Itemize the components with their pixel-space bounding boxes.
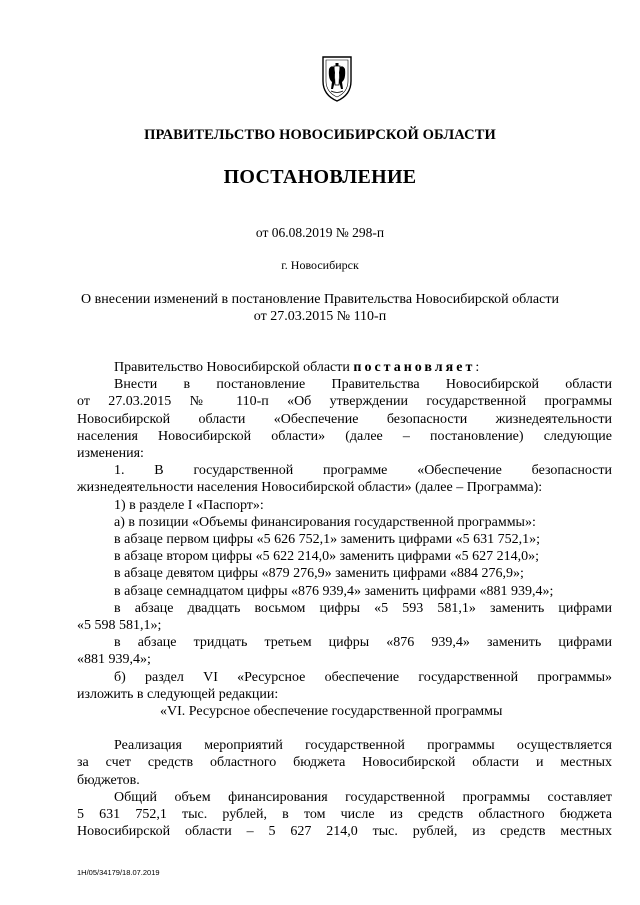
change-item-5 <box>77 600 612 634</box>
document-date-number: от 06.08.2019 № 298-п <box>255 225 385 240</box>
intro-suffix: : <box>475 360 480 375</box>
text-line: изложить в следующей редакции: <box>77 686 279 702</box>
document-subject <box>0 291 640 325</box>
text-line: Новосибирской области – 5 627 214,0 тыс. рублей, из средств местных <box>77 824 612 840</box>
text-line: бюджетов. <box>77 772 140 788</box>
document-body <box>77 359 612 840</box>
subject-line: О внесении изменений в постановление Правительства Новосибирской области <box>81 292 559 307</box>
text-line: Новосибирской области «Обеспечение безопасности жизнедеятельности <box>77 411 612 427</box>
text-line: Общий объем финансирования государственной программы составляет <box>114 789 612 805</box>
text-line: Реализация мероприятий государственной программы осуществляется <box>114 738 612 754</box>
text-line: жизнедеятельности населения Новосибирской области» (далее – Программа): <box>77 480 543 496</box>
text-line: населения Новосибирской области» (далее – постановление) следующие <box>77 428 612 444</box>
intro-paragraph <box>77 359 612 376</box>
text-line: 5 631 752,1 тыс. рублей, в том числе из средств областного бюджета <box>77 807 612 823</box>
item-1 <box>77 462 612 496</box>
quoted-section-heading: «VI. Ресурсное обеспечение государственной программы <box>160 704 503 720</box>
document-city: г. Новосибирск <box>281 258 359 272</box>
item-1-subitem-1b <box>77 669 612 703</box>
document-footer-code: 1Н/05/34179/18.07.2019 <box>77 868 160 877</box>
text-line: «5 598 581,1»; <box>77 618 162 634</box>
text-line: б) раздел VI «Ресурсное обеспечение государственной программы» <box>114 669 612 685</box>
document-type-title: ПОСТАНОВЛЕНИЕ <box>223 166 417 188</box>
paragraph-amend-decree <box>77 376 612 462</box>
text-line: от 27.03.2015 № 110-п «Об утверждении государственной программы <box>77 394 612 410</box>
text-line: в абзаце тридцать третьем цифры «876 939,4» заменить цифрами <box>114 635 612 651</box>
text-line: за счет средств областного бюджета Новосибирской области и местных <box>77 755 612 771</box>
text-line: «881 939,4»; <box>77 652 151 668</box>
change-item-6 <box>77 634 612 668</box>
subject-line: от 27.03.2015 № 110-п <box>253 309 387 324</box>
item-1-subitem-1a: а) в позиции «Объемы финансирования государственной программы»: <box>114 514 536 530</box>
novosibirsk-coat-of-arms-icon <box>317 55 357 103</box>
quoted-paragraph-2 <box>77 789 612 841</box>
intro-prefix: Правительство Новосибирской области <box>114 360 350 375</box>
text-line: изменения: <box>77 446 144 462</box>
text-line: в абзаце двадцать восьмом цифры «5 593 581,1» заменить цифрами <box>114 600 612 616</box>
change-line: в абзаце девятом цифры «879 276,9» заменить цифрами «884 276,9»; <box>114 566 524 582</box>
change-line: в абзаце семнадцатом цифры «876 939,4» заменить цифрами «881 939,4»; <box>114 583 554 599</box>
change-line: в абзаце первом цифры «5 626 752,1» заменить цифрами «5 631 752,1»; <box>114 532 540 548</box>
spacer <box>77 720 612 737</box>
change-line: в абзаце втором цифры «5 622 214,0» заменить цифрами «5 627 214,0»; <box>114 549 539 565</box>
text-line: 1. В государственной программе «Обеспечение безопасности <box>114 463 612 479</box>
quoted-paragraph-1 <box>77 737 612 789</box>
text-line: Внести в постановление Правительства Новосибирской области <box>114 377 612 393</box>
organization-name: ПРАВИТЕЛЬСТВО НОВОСИБИРСКОЙ ОБЛАСТИ <box>144 127 496 143</box>
intro-verb: постановляет <box>353 360 476 375</box>
item-1-subitem-1: 1) в разделе I «Паспорт»: <box>114 497 264 513</box>
